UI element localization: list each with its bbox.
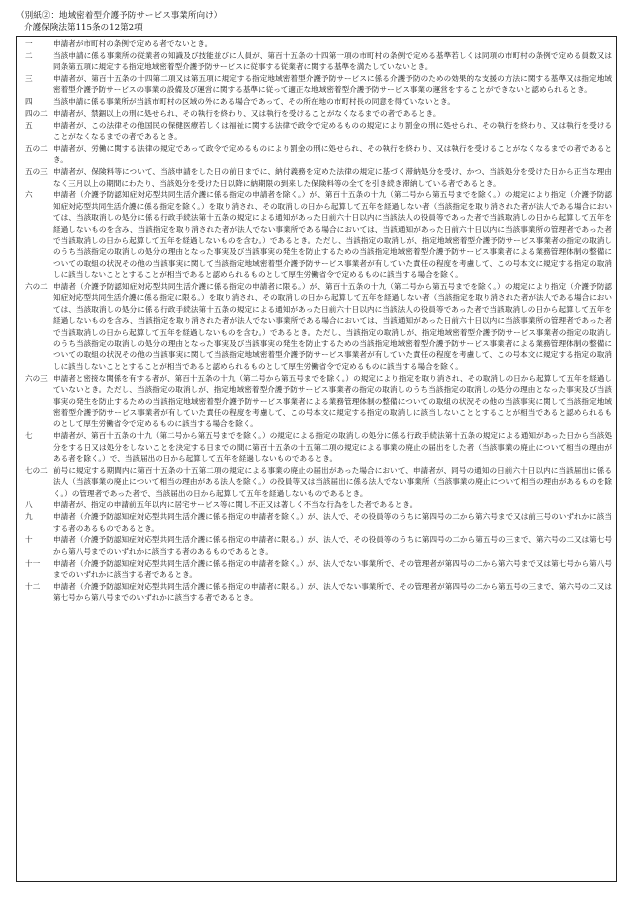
- clause-item: [19, 96, 612, 107]
- clause-item: [19, 430, 612, 464]
- clause-item: [19, 373, 612, 430]
- clause-number: 八: [25, 500, 33, 510]
- clause-number: 六: [25, 190, 33, 200]
- clause-text: 申請者が、第百十五条の十九（第二号から第五号までを除く。）の規定による指定の取消しの処分に係る行政手続法第十五条の規定による通知があった日から当該処分をする日又は処分をしないことを決定する日までの間に第百十五条の十五第二項の規定による事業の廃止の届出をした者（当該事業の廃止について相当の理由がある者を除く。）で、当該届出の日から起算して五年を経過しないものであるとき。: [53, 431, 612, 463]
- clause-text: 申請者（介護予防認知症対応型共同生活介護に係る指定の申請者に限る。）が、法人でない事業所で、その管理者が第四号の二から第五号の三まで、第六号の二又は第七号から第八号までのいずれかに該当する者であるとき。: [53, 581, 612, 603]
- clause-text: 申請者（介護予防認知症対応型共同生活介護に係る指定の申請者に限る。）が、法人で、その役員等のうちに第四号の二から第五号の三まで、第六号の二又は第七号から第八号までのいずれかに該当する者のあるものであるとき。: [53, 535, 612, 556]
- clause-item: [19, 108, 612, 119]
- clause-number: 四の二: [25, 109, 48, 118]
- clause-number: 七: [25, 431, 33, 441]
- clause-item: [19, 189, 612, 280]
- clause-item: [19, 38, 612, 49]
- clause-number: 十: [25, 535, 33, 545]
- clause-item: [19, 50, 612, 73]
- clause-text: 申請者（介護予防認知症対応型共同生活介護に係る指定の申請者を除く。）が、法人で、その役員等のうちに第四号の二から第六号まで又は前三号のいずれかに該当する者のあるものであるとき。: [53, 512, 612, 533]
- clause-item: [19, 558, 612, 581]
- clause-item: [19, 143, 612, 166]
- clause-text: 申請者が、禁錮以上の刑に処せられ、その執行を終わり、又は執行を受けることがなくなるまでの者であるとき。: [53, 109, 441, 118]
- clause-text: 当該申請に係る事業所が当該市町村の区域の外にある場合であって、その所在地の市町村長の同意を得ていないとき。: [53, 97, 455, 107]
- clause-item: [19, 281, 612, 372]
- attachment-title: （別紙②：地域密着型介護予防サービス事業所向け）: [16, 11, 223, 21]
- clause-number: 三: [25, 74, 33, 83]
- clause-text: 申請者が、第百十五条の十四第二項又は第五項に規定する指定地域密着型介護予防サービスに係る介護予防のための効果的な支援の方法に関する基準又は指定地域密着型介護予防サービスの事業の設備及び運営に関する基準に従って適正な地域密着型介護予防サービス事業の運営をすることができないと認められるとき。: [53, 74, 612, 95]
- clause-number: 五の三: [25, 167, 48, 177]
- clause-item: [19, 120, 612, 143]
- clause-number: 五: [25, 120, 33, 130]
- clause-number: 五の二: [25, 144, 48, 153]
- clause-text: 申請者が、保険料等について、当該申請をした日の前日までに、納付義務を定めた法律の規定に基づく滞納処分を受け、かつ、当該処分を受けた日から正当な理由なく三月以上の期間にわたり、当該処分を受けた日以降に納期限の到来した保険料等の全てを引き続き滞納している者であるとき。: [53, 167, 612, 188]
- clause-text: 前号に規定する期間内に第百十五条の十五第二項の規定による事業の廃止の届出があった場合において、申請者が、同号の通知の日前六十日以内に当該届出に係る法人（当該事業の廃止について相当の理由がある法人を除く。）の役員等又は当該届出に係る法人でない事業所（当該事業の廃止について相当の理由があるものを除く。）の管理者であった者で、当該届出の日から起算して五年を経過しないものであるとき。: [53, 465, 612, 498]
- clause-text: 申請者が、指定の申請前五年以内に居宅サービス等に関し不正又は著しく不当な行為をした者であるとき。: [53, 500, 418, 510]
- clause-number: 九: [25, 512, 33, 522]
- clause-number: 六の三: [25, 373, 48, 383]
- clause-text: 申請者（介護予防認知症対応型共同生活介護に係る指定の申請者に限る。）が、第百十五条の十九（第二号から第五号までを除く。）の規定により指定（介護予防認知症対応型共同生活介護に係る指定に限る。）を取り消され、その取消しの日から起算して五年を経過しない者（当該指定を取り消された者が法人である場合においては、当該取消しの処分に係る行政手続法第十五条の規定による通知があった日前六十日以内に当該法人の役員等であった者で当該取消しの日から起算して五年を経過しないものを含み、当該指定を取り消された者が法人でない事業所である場合においては、当該通知があった日前六十日以内に当該事業所の管理者であった者で当該取消しの日から起算して五年を経過しないものを含む。）であるとき。ただし、当該指定の取消しが、指定地域密着型介護予防サービス事業者の指定の取消しのうち当該指定の取消しの処分の理由となった事実及び当該事実の発生を防止するための当該指定地域密着型介護予防サービス事業者による業務管理体制の整備についての取組の状況その他の当該事実に関して当該指定地域密着型介護予防サービス事業者が有していた責任の程度を考慮して、この号本文に規定する指定の取消しに該当しないこととすることが相当であると認められるものとして厚生労働省令で定めるものに該当する場合を除く。: [53, 282, 612, 371]
- clause-text: 申請者（介護予防認知症対応型共同生活介護に係る指定の申請者を除く。）が、第百十五条の十九（第二号から第五号までを除く。）の規定により指定（介護予防認知症対応型共同生活介護に係る指定を除く。）を取り消され、その取消しの日から起算して五年を経過しない者（当該指定を取り消された者が法人である場合においては、当該取消しの処分に係る行政手続法第十五条の規定による通知があった日前六十日以内に当該法人の役員等であった者で当該取消しの日から起算して五年を経過しないものを含み、当該指定を取り消された者が法人でない事業所である場合においては、当該通知があった日前六十日以内に当該事業所の管理者であった者で当該取消しの日から起算して五年を経過しないものを含む。）であるとき。ただし、当該指定の取消しが、指定地域密着型介護予防サービス事業者の指定の取消しのうち当該指定の取消しの処分の理由となった事実及び当該事実の発生を防止するための当該指定地域密着型介護予防サービス事業者による業務管理体制の整備についての取組の状況その他の当該事実に関して当該指定地域密着型介護予防サービス事業者が有していた責任の程度を考慮して、この号本文に規定する指定の取消しに該当しないこととすることが相当であると認められるものとして厚生労働省令で定めるものに該当する場合を除く。: [53, 190, 612, 280]
- clause-number: 六の二: [25, 282, 48, 292]
- clause-text: 申請者が、労働に関する法律の規定であって政令で定めるものにより罰金の刑に処せられ、その執行を終わり、又は執行を受けることがなくなるまでの者であるとき。: [53, 144, 612, 165]
- clause-number: 十一: [25, 558, 41, 568]
- clause-item: [19, 73, 612, 96]
- clause-item: [19, 166, 612, 189]
- clause-text: 申請者が、この法律その他国民の保健医療若しくは福祉に関する法律で政令で定めるものの規定により罰金の刑に処せられ、その執行を終わり、又は執行を受けることがなくなるまでの者であるとき。: [53, 120, 612, 142]
- clause-number: 十二: [25, 581, 41, 591]
- clause-text: 申請者が市町村の条例で定める者でないとき。: [53, 39, 213, 48]
- clause-item: [19, 581, 612, 604]
- clause-text: 申請者と密接な関係を有する者が、第百十五条の十九（第二号から第五号までを除く。）の規定により指定を取り消され、その取消しの日から起算して五年を経過していないとき。ただし、当該指定の取消しが、指定地域密着型介護予防サービス事業者の指定の取消しのうち当該指定の取消しの処分の理由となった事実及び当該事実の発生を防止するための当該指定地域密着型介護予防サービス事業者による業務管理体制の整備についての取組の状況その他の当該事実に関して当該指定地域密着型介護予防サービス事業者が有していた責任の程度を考慮して、この号本文に規定する指定の取消しに該当しないこととすることが相当であると認められるものとして厚生労働省令で定めるものに該当する場合を除く。: [53, 373, 612, 429]
- clause-number: 二: [25, 50, 33, 60]
- clause-number: 一: [25, 39, 33, 48]
- clause-text: 申請者（介護予防認知症対応型共同生活介護に係る指定の申請者を除く。）が、法人でない事業所で、その管理者が第四号の二から第六号まで又は第七号から第八号までのいずれかに該当する者であるとき。: [53, 558, 612, 579]
- clause-item: [19, 465, 612, 499]
- clause-box: [16, 36, 617, 882]
- document-header: [16, 10, 618, 34]
- law-reference: 介護保険法第115条の12第2項: [24, 23, 143, 33]
- clause-text: 当該申請に係る事業所の従業者の知識及び技能並びに人員が、第百十五条の十四第一項の市町村の条例で定める基準若しくは同項の市町村の条例で定める員数又は同条第五項に規定する指定地域密着型介護予防サービスに従事する従業者に関する基準を満たしていないとき。: [53, 50, 612, 72]
- clause-item: [19, 511, 612, 534]
- clause-item: [19, 499, 612, 510]
- clause-number: 七の二: [25, 465, 48, 475]
- clause-item: [19, 534, 612, 557]
- clause-number: 四: [25, 97, 33, 107]
